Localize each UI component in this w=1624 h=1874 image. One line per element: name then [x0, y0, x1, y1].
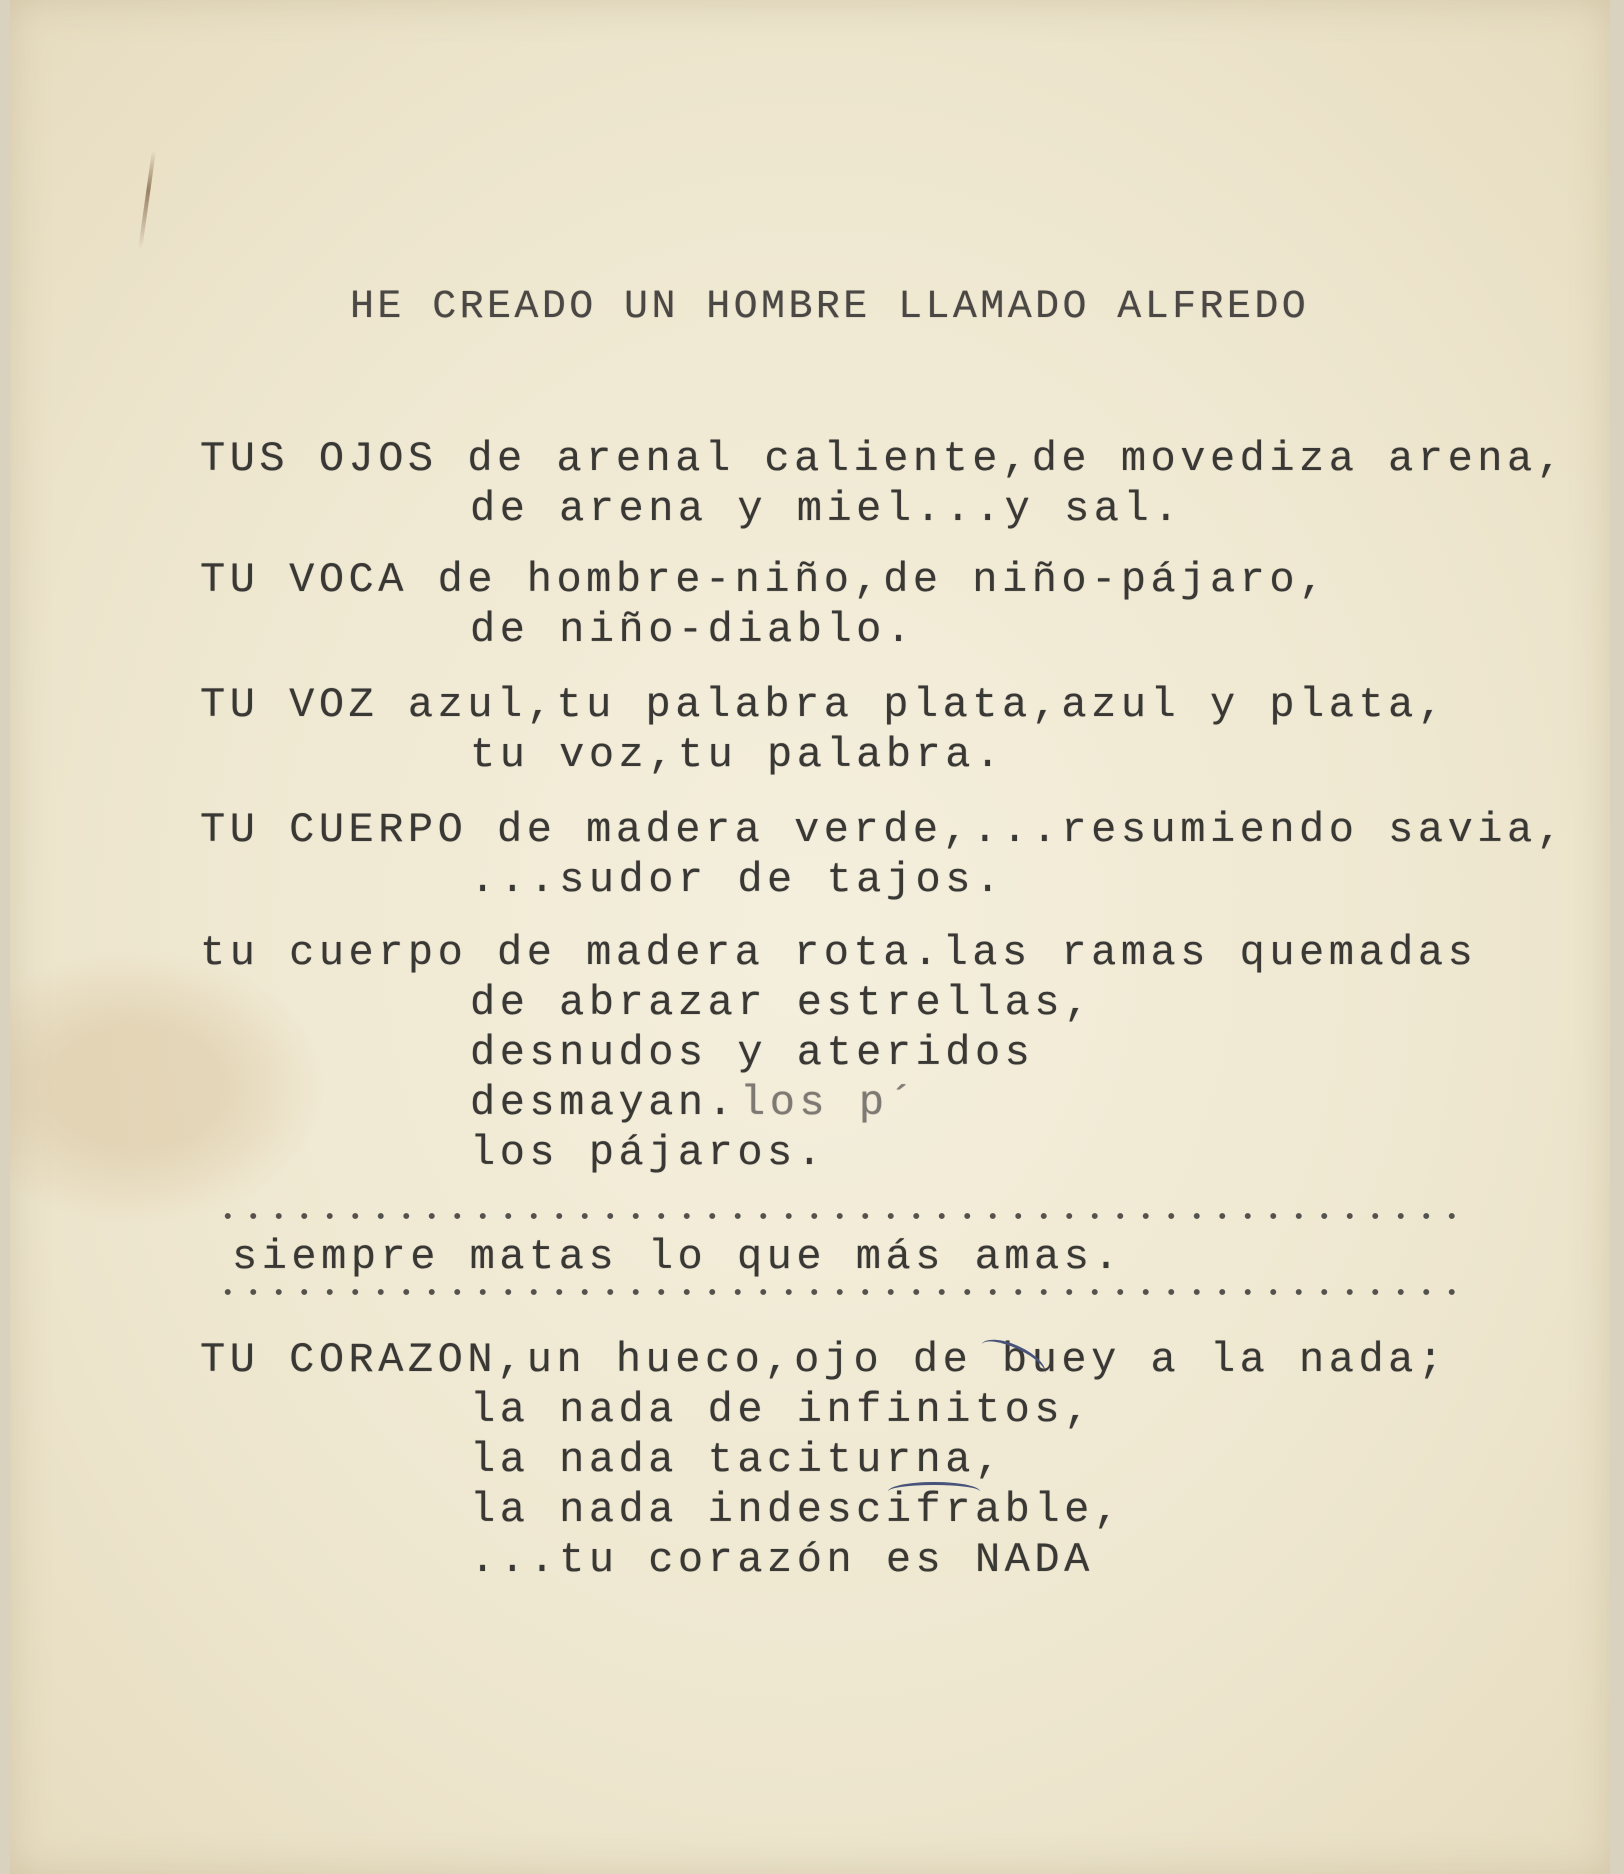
poem-line: ...sudor de tajos. — [470, 856, 1005, 904]
poem-line: tu cuerpo de madera rota.las ramas quemadas — [200, 929, 1478, 977]
poem-line: de arena y miel...y sal. — [470, 485, 1183, 533]
poem-line: de abrazar estrellas, — [470, 979, 1094, 1027]
ink-underline-mark — [888, 1482, 980, 1501]
dotted-separator-bottom — [215, 1288, 1455, 1296]
poem-line: siempre matas lo que más amas. — [232, 1233, 1124, 1281]
poem-line: TU CUERPO de madera verde,...resumiendo savia, — [200, 806, 1567, 854]
poem-line: TU VOZ azul,tu palabra plata,azul y plata, — [200, 681, 1448, 729]
poem-line: ...tu corazón es NADA — [470, 1536, 1094, 1584]
typewritten-poem — [10, 0, 1610, 1874]
poem-line: TU VOCA de hombre-niño,de niño-pájaro, — [200, 556, 1329, 604]
poem-line: la nada indescifrable, — [470, 1486, 1124, 1534]
poem-title: HE CREADO UN HOMBRE LLAMADO ALFREDO — [350, 285, 1310, 330]
dotted-separator-top — [215, 1212, 1455, 1220]
poem-line-faint: los p´ — [740, 1079, 919, 1127]
poem-line: la nada taciturna, — [470, 1436, 1005, 1484]
poem-line: los pájaros. — [470, 1129, 827, 1177]
poem-line: desmayan. — [470, 1079, 738, 1127]
poem-line: TUS OJOS de arenal caliente,de movediza arena, — [200, 435, 1567, 483]
poem-line: tu voz,tu palabra. — [470, 731, 1005, 779]
poem-line: la nada de infinitos, — [470, 1386, 1094, 1434]
poem-line: desnudos y ateridos — [470, 1029, 1035, 1077]
paper-sheet — [10, 0, 1610, 1874]
poem-line: TU CORAZON,un hueco,ojo de buey a la nada; — [200, 1336, 1448, 1384]
poem-line: de niño-diablo. — [470, 606, 916, 654]
